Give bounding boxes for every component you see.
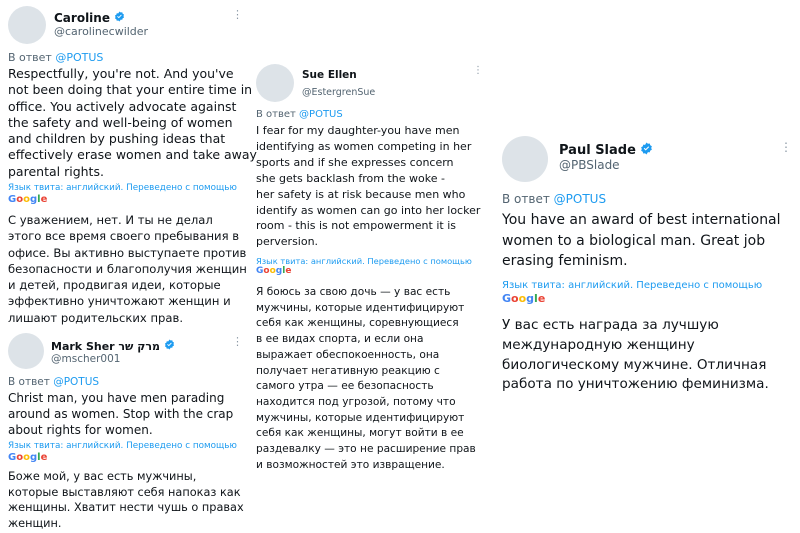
tweet-text-line: around as women. Stop with the crap — [8, 407, 234, 421]
tweet-text — [502, 210, 781, 272]
google-logo: Google — [8, 452, 48, 463]
tweet-text-line: and children by pushing ideas that — [8, 131, 226, 147]
tweet-text-line: room - this is not empowerment it is — [256, 219, 456, 233]
translate-notice-link[interactable]: Язык твита: английский. Переведено с помощью — [8, 183, 237, 193]
google-logo: Google — [256, 266, 292, 276]
reply-mention-link[interactable]: @POTUS — [299, 109, 343, 120]
reply-prefix: В ответ — [8, 51, 52, 64]
tweet-text-line: erasing feminism. — [502, 253, 628, 269]
translated-text-line: получает негативную реакцию с — [256, 364, 440, 377]
reply-context — [502, 192, 606, 206]
author-name[interactable]: Sue Ellen — [302, 69, 357, 81]
tweet-text-line: effectively erase women and take away — [8, 147, 257, 163]
translated-text-line: работа по уничтожению феминизма. — [502, 376, 769, 393]
translated-text-line: безопасности и благополучия женщин — [8, 261, 247, 276]
tweet-text-line: not been doing that your entire time in — [8, 82, 253, 98]
translated-text-line: самого утра — ее безопасность — [256, 380, 434, 393]
tweet-text-line: sports and if she expresses concern — [256, 155, 454, 169]
translated-text-line: и возможностей это извращение. — [256, 458, 445, 471]
translated-text-line: эффективно уничтожают женщин и — [8, 294, 231, 309]
tweet-text-line: identify as women can go into her locker — [256, 203, 481, 217]
translated-text — [256, 285, 476, 473]
translated-text-line: лишают родительских прав. — [8, 310, 184, 325]
more-options-icon[interactable]: ⋮ — [473, 65, 483, 76]
translated-text-line: У вас есть награда за лучшую — [502, 317, 719, 333]
author-handle[interactable]: @carolinecwilder — [54, 25, 149, 38]
reply-context — [8, 376, 99, 388]
tweet-text — [256, 123, 480, 250]
translated-text-line: выражает обеспокоенность, она — [256, 348, 440, 361]
translated-text-line: женщины. Хватит нести чушь о правах — [8, 501, 244, 514]
more-options-icon[interactable]: ⋮ — [232, 335, 243, 348]
translated-text-line: женщин. — [8, 516, 62, 530]
translated-text-line: этого все время своего пребывания в — [8, 229, 240, 244]
translated-text-line: С уважением, нет. И ты не делал — [8, 213, 213, 227]
translated-text-line: офисе. Вы активно выступаете против — [8, 245, 247, 260]
tweet-text — [8, 66, 257, 180]
verified-badge-icon — [164, 339, 175, 353]
translated-text-line: себя как женщины, могут войти в ее — [256, 427, 464, 440]
tweet-text-line: identifying as women competing in her — [256, 139, 472, 153]
reply-context — [8, 51, 103, 64]
translated-text-line: находится под угрозой, потому что — [256, 395, 456, 408]
translate-notice-link[interactable]: Язык твита: английский. Переведено с помощью — [502, 280, 763, 291]
google-logo: Google — [8, 194, 48, 205]
tweet-text-line: perversion. — [256, 235, 319, 249]
reply-prefix: В ответ — [256, 109, 296, 120]
tweet-text-line: the safety and well-being of women — [8, 114, 233, 130]
translated-text-line: которые выставляют себя напоказ как — [8, 485, 241, 499]
verified-badge-icon — [114, 11, 125, 25]
reply-context — [256, 109, 343, 120]
tweet-text-line: Respectfully, you're not. And you've — [8, 66, 234, 81]
reply-mention-link[interactable]: @POTUS — [55, 51, 104, 64]
translated-text-line: Я боюсь за свою дочь — у вас есть — [256, 286, 451, 298]
reply-mention-link[interactable]: @POTUS — [553, 192, 607, 206]
author-handle[interactable]: @PBSlade — [559, 158, 620, 172]
translated-text-line: и детей, продвигая идеи, которые — [8, 278, 221, 293]
tweet-text-line: I fear for my daughter-you have men — [256, 124, 460, 137]
tweet-text — [8, 390, 233, 438]
author-handle[interactable]: @EstergrenSue — [302, 87, 376, 98]
tweet-text-line: her safety is at risk because men who — [256, 187, 466, 201]
avatar[interactable] — [502, 136, 548, 182]
translate-notice-link[interactable]: Язык твита: английский. Переведено с помощью — [8, 441, 237, 451]
translated-text-line: раздевалку — это не расширение прав — [256, 443, 476, 456]
reply-mention-link[interactable]: @POTUS — [53, 376, 100, 388]
translated-text — [502, 316, 769, 395]
tweet-text-line: office. You actively advocate against — [8, 98, 237, 114]
translated-text-line: биологическому мужчине. Отличная — [502, 356, 767, 373]
author-handle[interactable]: @mscher001 — [51, 353, 121, 365]
translate-notice-link[interactable]: Язык твита: английский. Переведено с помощью — [256, 256, 472, 266]
tweet-text-line: parental rights. — [8, 163, 104, 179]
tweet-text-line: Christ man, you have men parading — [8, 391, 225, 405]
translated-text — [8, 212, 247, 326]
avatar[interactable] — [8, 6, 46, 44]
translated-text — [8, 469, 244, 531]
verified-badge-icon — [640, 142, 653, 159]
avatar[interactable] — [8, 333, 44, 369]
author-name[interactable]: Paul Slade — [559, 142, 653, 159]
reply-prefix: В ответ — [502, 192, 550, 206]
translated-text-line: международную женщину — [502, 336, 695, 353]
tweet-text-line: You have an award of best international — [502, 212, 781, 228]
translated-text-line: мужчины, которые идентифицируют — [256, 411, 465, 424]
tweet-text-line: about rights for women. — [8, 423, 153, 437]
more-options-icon[interactable]: ⋮ — [232, 8, 243, 21]
translated-text-line: мужчины, которые идентифицируют — [256, 301, 465, 314]
translated-text-line: себя как женщины, соревнующиеся — [256, 317, 459, 330]
author-name[interactable]: Mark Sher מרק שר — [51, 339, 175, 353]
google-logo: Google — [502, 292, 546, 305]
more-options-icon[interactable]: ⋮ — [780, 140, 792, 154]
tweet-text-line: women to a biological man. Great job — [502, 232, 766, 249]
translated-text-line: в ее видах спорта, и если она — [256, 333, 424, 346]
avatar[interactable] — [256, 64, 294, 102]
reply-prefix: В ответ — [8, 376, 50, 388]
tweet-text-line: she gets backlash from the woke - — [256, 171, 445, 185]
translated-text-line: Боже мой, у вас есть мужчины, — [8, 470, 197, 483]
author-name[interactable]: Caroline — [54, 11, 125, 25]
